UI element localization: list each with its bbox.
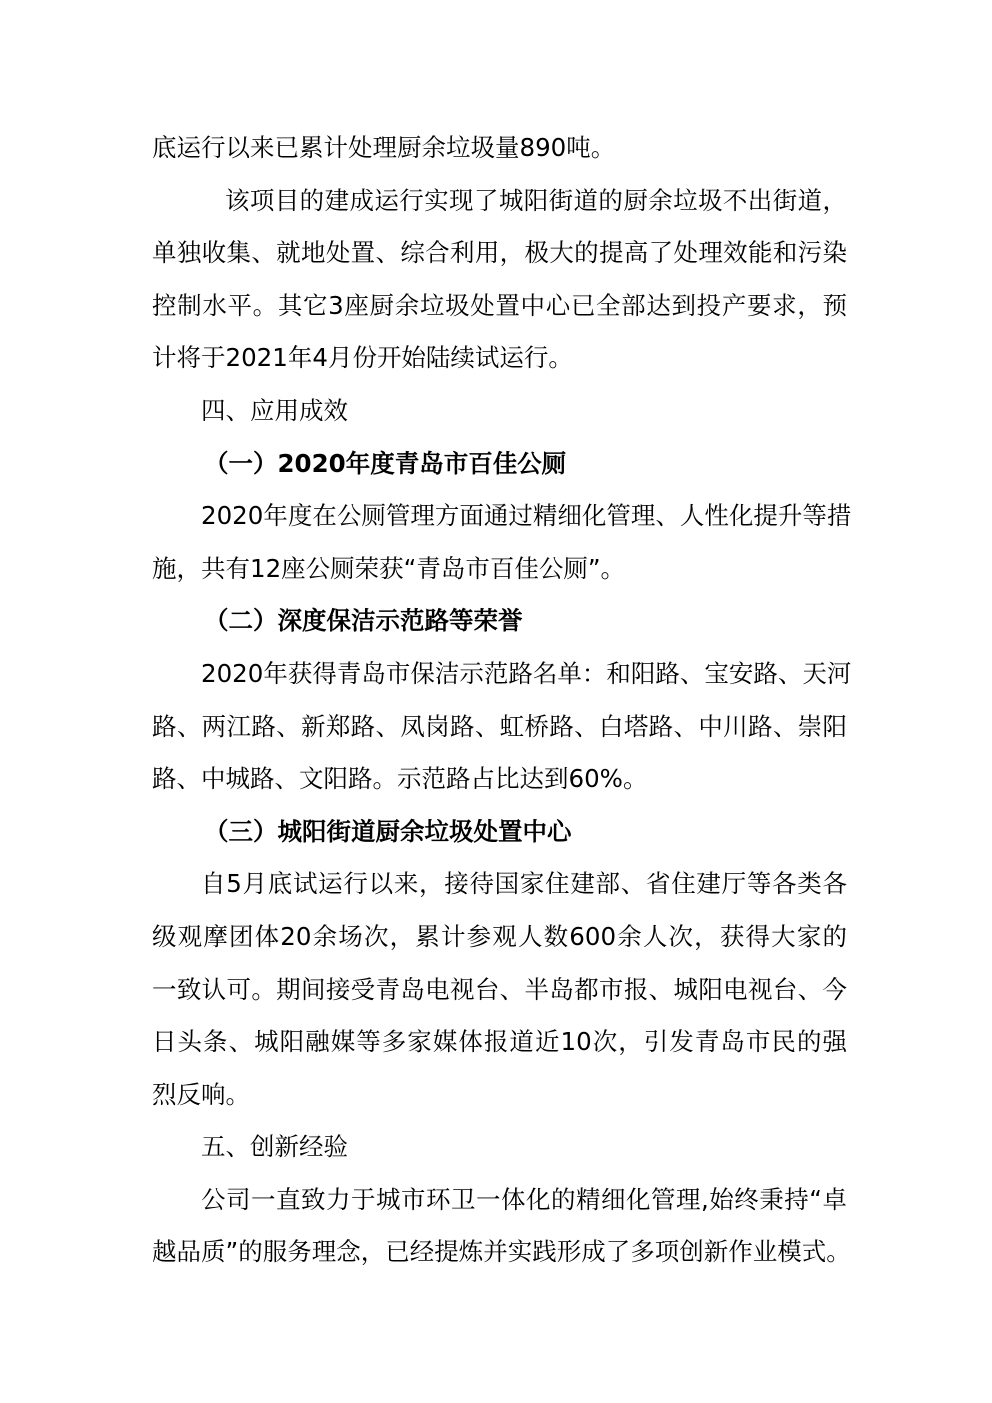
paragraph-line: 控制水平。其它3座厨余垃圾处置中心已全部达到投产要求，预 [152,290,847,320]
paragraph-line: 2020年度在公厕管理方面通过精细化管理、人性化提升等措 [201,501,852,531]
paragraph-line: 该项目的建成运行实现了城阳街道的厨余垃圾不出街道， [225,185,847,215]
paragraph-line: 单独收集、就地处置、综合利用，极大的提高了处理效能和污染 [152,238,847,268]
paragraph-line: 2020年获得青岛市保洁示范路名单：和阳路、宝安路、天河 [201,658,852,688]
paragraph-line: 烈反响。 [152,1079,250,1109]
subsection-heading: （三）城阳街道厨余垃圾处置中心 [204,816,572,846]
paragraph-line: 路、中城路、文阳路。示范路占比达到60%。 [152,764,648,794]
paragraph-line: 底运行以来已累计处理厨余垃圾量890吨。 [152,133,616,162]
paragraph-line: 路、两江路、新郑路、凤岗路、虹桥路、白塔路、中川路、崇阳 [152,711,847,741]
subsection-heading: （二）深度保洁示范路等荣誉 [204,606,523,636]
paragraph-line: 级观摩团体20余场次，累计参观人数600余人次，获得大家的 [152,921,847,951]
paragraph-line: 自5月底试运行以来，接待国家住建部、省住建厅等各类各 [201,869,847,899]
document-body [152,122,852,1279]
subsection-heading: （一）2020年度青岛市百佳公厕 [204,448,567,478]
section-heading: 四、应用成效 [201,395,348,425]
paragraph-line: 计将于2021年4月份开始陆续试运行。 [152,343,573,373]
paragraph-line: 越品质”的服务理念，已经提炼并实践形成了多项创新作业模式。 [152,1237,851,1267]
paragraph-line: 日头条、城阳融媒等多家媒体报道近10次，引发青岛市民的强 [152,1027,847,1057]
paragraph-line: 施，共有12座公厕荣获“青岛市百佳公厕”。 [152,553,626,583]
paragraph-line: 一致认可。期间接受青岛电视台、半岛都市报、城阳电视台、今 [152,974,847,1004]
section-heading: 五、创新经验 [201,1132,348,1162]
paragraph-line: 公司一直致力于城市环卫一体化的精细化管理,始终秉持“卓 [201,1184,847,1214]
